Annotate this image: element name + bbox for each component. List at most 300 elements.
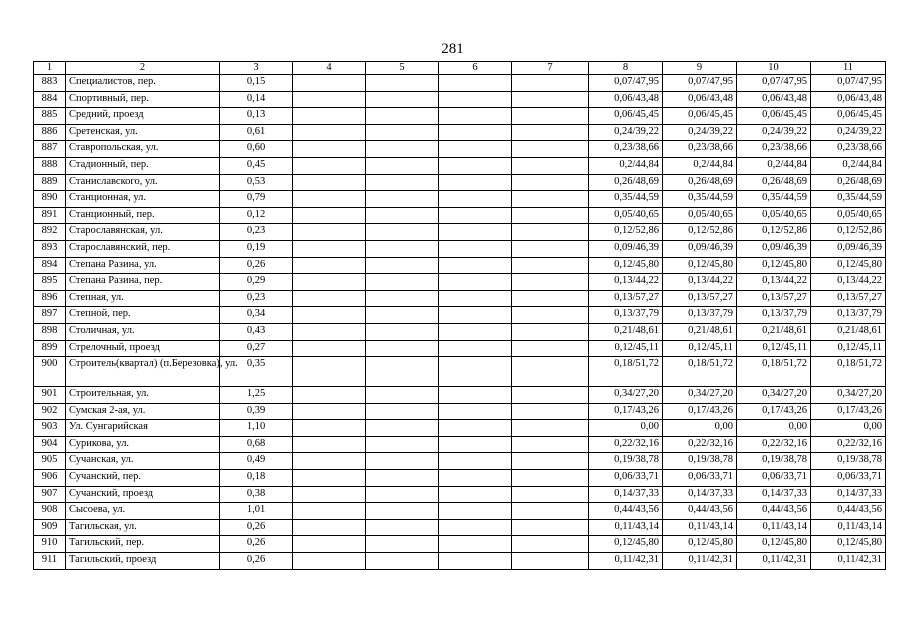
row-number-cell: 883	[34, 75, 66, 92]
row-number-cell: 908	[34, 503, 66, 520]
empty-cell	[366, 486, 439, 503]
empty-cell	[439, 453, 512, 470]
row-number-cell: 891	[34, 207, 66, 224]
empty-cell	[293, 420, 366, 437]
length-cell: 0,53	[220, 174, 293, 191]
value-cell: 0,12/45,80	[737, 536, 811, 553]
value-cell: 0,26/48,69	[663, 174, 737, 191]
empty-cell	[293, 274, 366, 291]
row-number-cell: 899	[34, 340, 66, 357]
value-cell: 0,19/38,78	[589, 453, 663, 470]
header-row	[34, 62, 886, 75]
value-cell: 0,26/48,69	[737, 174, 811, 191]
street-name-cell: Сысоева, ул.	[66, 503, 220, 520]
empty-cell	[439, 357, 512, 387]
empty-cell	[293, 257, 366, 274]
value-cell: 0,11/43,14	[737, 519, 811, 536]
length-cell: 1,01	[220, 503, 293, 520]
empty-cell	[512, 124, 589, 141]
empty-cell	[366, 108, 439, 125]
row-number-cell: 885	[34, 108, 66, 125]
empty-cell	[512, 174, 589, 191]
empty-cell	[439, 519, 512, 536]
empty-cell	[293, 519, 366, 536]
value-cell: 0,06/45,45	[737, 108, 811, 125]
empty-cell	[439, 503, 512, 520]
empty-cell	[293, 486, 366, 503]
table-row	[34, 124, 886, 141]
empty-cell	[293, 323, 366, 340]
empty-cell	[366, 124, 439, 141]
empty-cell	[293, 240, 366, 257]
row-number-cell: 910	[34, 536, 66, 553]
value-cell: 0,35/44,59	[663, 191, 737, 208]
empty-cell	[293, 124, 366, 141]
value-cell: 0,09/46,39	[663, 240, 737, 257]
value-cell: 0,2/44,84	[663, 157, 737, 174]
length-cell: 0,29	[220, 274, 293, 291]
value-cell: 0,34/27,20	[811, 387, 886, 404]
empty-cell	[512, 157, 589, 174]
empty-cell	[512, 91, 589, 108]
table-row	[34, 290, 886, 307]
value-cell: 0,12/52,86	[589, 224, 663, 241]
length-cell: 0,35	[220, 357, 293, 387]
length-cell: 0,23	[220, 224, 293, 241]
value-cell: 0,12/45,11	[811, 340, 886, 357]
empty-cell	[293, 470, 366, 487]
length-cell: 0,18	[220, 470, 293, 487]
row-number-cell: 888	[34, 157, 66, 174]
street-name-cell: Станционный, пер.	[66, 207, 220, 224]
value-cell: 0,24/39,22	[663, 124, 737, 141]
empty-cell	[366, 453, 439, 470]
value-cell: 0,06/33,71	[589, 470, 663, 487]
table-row	[34, 108, 886, 125]
street-name-cell: Специалистов, пер.	[66, 75, 220, 92]
value-cell: 0,12/45,80	[811, 536, 886, 553]
empty-cell	[439, 387, 512, 404]
street-name-cell: Станционная, ул.	[66, 191, 220, 208]
street-name-cell: Сучанский, пер.	[66, 470, 220, 487]
row-number-cell: 894	[34, 257, 66, 274]
empty-cell	[439, 436, 512, 453]
table-row	[34, 503, 886, 520]
empty-cell	[439, 75, 512, 92]
empty-cell	[512, 108, 589, 125]
value-cell: 0,23/38,66	[589, 141, 663, 158]
table-row	[34, 436, 886, 453]
empty-cell	[512, 470, 589, 487]
value-cell: 0,13/37,79	[737, 307, 811, 324]
value-cell: 0,05/40,65	[663, 207, 737, 224]
empty-cell	[439, 553, 512, 570]
value-cell: 0,2/44,84	[737, 157, 811, 174]
row-number-cell: 897	[34, 307, 66, 324]
row-number-cell: 896	[34, 290, 66, 307]
empty-cell	[512, 519, 589, 536]
empty-cell	[512, 290, 589, 307]
length-cell: 0,68	[220, 436, 293, 453]
empty-cell	[366, 553, 439, 570]
empty-cell	[293, 108, 366, 125]
empty-cell	[439, 290, 512, 307]
value-cell: 0,21/48,61	[589, 323, 663, 340]
value-cell: 0,09/46,39	[589, 240, 663, 257]
length-cell: 0,38	[220, 486, 293, 503]
empty-cell	[366, 240, 439, 257]
value-cell: 0,17/43,26	[811, 403, 886, 420]
value-cell: 0,05/40,65	[589, 207, 663, 224]
column-header: 3	[220, 62, 293, 75]
length-cell: 0,26	[220, 553, 293, 570]
value-cell: 0,22/32,16	[589, 436, 663, 453]
row-number-cell: 903	[34, 420, 66, 437]
value-cell: 0,24/39,22	[811, 124, 886, 141]
length-cell: 0,15	[220, 75, 293, 92]
empty-cell	[439, 141, 512, 158]
length-cell: 0,13	[220, 108, 293, 125]
value-cell: 0,12/45,80	[811, 257, 886, 274]
length-cell: 0,45	[220, 157, 293, 174]
value-cell: 0,12/52,86	[811, 224, 886, 241]
table-row	[34, 75, 886, 92]
value-cell: 0,44/43,56	[737, 503, 811, 520]
empty-cell	[439, 224, 512, 241]
value-cell: 0,09/46,39	[737, 240, 811, 257]
value-cell: 0,34/27,20	[663, 387, 737, 404]
street-name-cell: Ставропольская, ул.	[66, 141, 220, 158]
value-cell: 0,12/45,80	[663, 257, 737, 274]
value-cell: 0,13/44,22	[811, 274, 886, 291]
length-cell: 0,26	[220, 536, 293, 553]
empty-cell	[512, 240, 589, 257]
empty-cell	[512, 224, 589, 241]
value-cell: 0,12/45,11	[737, 340, 811, 357]
empty-cell	[366, 141, 439, 158]
column-header: 4	[293, 62, 366, 75]
value-cell: 0,24/39,22	[737, 124, 811, 141]
empty-cell	[293, 207, 366, 224]
value-cell: 0,35/44,59	[589, 191, 663, 208]
value-cell: 0,13/44,22	[737, 274, 811, 291]
length-cell: 0,43	[220, 323, 293, 340]
length-cell: 0,23	[220, 290, 293, 307]
value-cell: 0,18/51,72	[811, 357, 886, 387]
row-number-cell: 904	[34, 436, 66, 453]
empty-cell	[366, 470, 439, 487]
value-cell: 0,24/39,22	[589, 124, 663, 141]
value-cell: 0,14/37,33	[589, 486, 663, 503]
empty-cell	[293, 453, 366, 470]
value-cell: 0,13/44,22	[589, 274, 663, 291]
row-number-cell: 884	[34, 91, 66, 108]
value-cell: 0,06/45,45	[589, 108, 663, 125]
value-cell: 0,06/33,71	[663, 470, 737, 487]
value-cell: 0,19/38,78	[811, 453, 886, 470]
row-number-cell: 900	[34, 357, 66, 387]
value-cell: 0,2/44,84	[811, 157, 886, 174]
column-header: 6	[439, 62, 512, 75]
empty-cell	[512, 486, 589, 503]
row-number-cell: 890	[34, 191, 66, 208]
table-row	[34, 486, 886, 503]
value-cell: 0,11/43,14	[589, 519, 663, 536]
empty-cell	[512, 453, 589, 470]
column-header: 8	[589, 62, 663, 75]
empty-cell	[439, 470, 512, 487]
value-cell: 0,22/32,16	[663, 436, 737, 453]
empty-cell	[366, 536, 439, 553]
value-cell: 0,05/40,65	[811, 207, 886, 224]
empty-cell	[512, 420, 589, 437]
value-cell: 0,17/43,26	[737, 403, 811, 420]
value-cell: 0,06/45,45	[663, 108, 737, 125]
empty-cell	[439, 91, 512, 108]
street-name-cell: Сурикова, ул.	[66, 436, 220, 453]
table-row	[34, 257, 886, 274]
row-number-cell: 893	[34, 240, 66, 257]
value-cell: 0,06/43,48	[589, 91, 663, 108]
data-table	[33, 61, 886, 570]
street-name-cell: Сумская 2-ая, ул.	[66, 403, 220, 420]
empty-cell	[366, 290, 439, 307]
empty-cell	[439, 307, 512, 324]
value-cell: 0,12/45,80	[663, 536, 737, 553]
empty-cell	[366, 91, 439, 108]
empty-cell	[512, 387, 589, 404]
empty-cell	[439, 323, 512, 340]
empty-cell	[366, 340, 439, 357]
empty-cell	[512, 323, 589, 340]
street-name-cell: Спортивный, пер.	[66, 91, 220, 108]
empty-cell	[293, 403, 366, 420]
value-cell: 0,11/42,31	[663, 553, 737, 570]
length-cell: 1,25	[220, 387, 293, 404]
value-cell: 0,23/38,66	[663, 141, 737, 158]
street-name-cell: Тагильский, пер.	[66, 536, 220, 553]
street-name-cell: Ул. Сунгарийская	[66, 420, 220, 437]
table-row	[34, 403, 886, 420]
street-name-cell: Степана Разина, пер.	[66, 274, 220, 291]
empty-cell	[293, 436, 366, 453]
street-name-cell: Тагильская, ул.	[66, 519, 220, 536]
empty-cell	[366, 357, 439, 387]
table-row	[34, 470, 886, 487]
empty-cell	[366, 403, 439, 420]
value-cell: 0,11/43,14	[811, 519, 886, 536]
empty-cell	[293, 307, 366, 324]
empty-cell	[366, 207, 439, 224]
empty-cell	[512, 207, 589, 224]
table-row	[34, 387, 886, 404]
table-row	[34, 157, 886, 174]
length-cell: 0,26	[220, 519, 293, 536]
empty-cell	[293, 503, 366, 520]
empty-cell	[293, 174, 366, 191]
length-cell: 0,60	[220, 141, 293, 158]
empty-cell	[293, 141, 366, 158]
value-cell: 0,00	[589, 420, 663, 437]
row-number-cell: 886	[34, 124, 66, 141]
empty-cell	[366, 224, 439, 241]
street-name-cell: Стадионный, пер.	[66, 157, 220, 174]
empty-cell	[293, 290, 366, 307]
column-header: 9	[663, 62, 737, 75]
empty-cell	[512, 357, 589, 387]
row-number-cell: 898	[34, 323, 66, 340]
table-row	[34, 174, 886, 191]
street-name-cell: Стрелочный, проезд	[66, 340, 220, 357]
value-cell: 0,21/48,61	[811, 323, 886, 340]
table-row	[34, 519, 886, 536]
empty-cell	[439, 124, 512, 141]
empty-cell	[293, 157, 366, 174]
column-header: 1	[34, 62, 66, 75]
value-cell: 0,13/57,27	[663, 290, 737, 307]
street-name-cell: Старославянская, ул.	[66, 224, 220, 241]
table-row	[34, 340, 886, 357]
value-cell: 0,21/48,61	[663, 323, 737, 340]
value-cell: 0,12/52,86	[663, 224, 737, 241]
street-name-cell: Столичная, ул.	[66, 323, 220, 340]
empty-cell	[366, 519, 439, 536]
value-cell: 0,23/38,66	[737, 141, 811, 158]
empty-cell	[366, 307, 439, 324]
empty-cell	[512, 307, 589, 324]
table-row	[34, 224, 886, 241]
table-row	[34, 91, 886, 108]
empty-cell	[512, 536, 589, 553]
table-row	[34, 420, 886, 437]
length-cell: 0,19	[220, 240, 293, 257]
table-row	[34, 240, 886, 257]
value-cell: 0,21/48,61	[737, 323, 811, 340]
value-cell: 0,11/42,31	[811, 553, 886, 570]
length-cell: 0,26	[220, 257, 293, 274]
table-row	[34, 323, 886, 340]
row-number-cell: 889	[34, 174, 66, 191]
length-cell: 0,12	[220, 207, 293, 224]
empty-cell	[366, 257, 439, 274]
empty-cell	[293, 75, 366, 92]
value-cell: 0,00	[663, 420, 737, 437]
empty-cell	[366, 274, 439, 291]
table-row	[34, 141, 886, 158]
value-cell: 0,11/42,31	[737, 553, 811, 570]
value-cell: 0,22/32,16	[737, 436, 811, 453]
empty-cell	[512, 553, 589, 570]
column-header: 11	[811, 62, 886, 75]
empty-cell	[512, 257, 589, 274]
table-row	[34, 553, 886, 570]
value-cell: 0,35/44,59	[811, 191, 886, 208]
value-cell: 0,12/45,11	[589, 340, 663, 357]
empty-cell	[439, 257, 512, 274]
row-number-cell: 892	[34, 224, 66, 241]
value-cell: 0,13/37,79	[663, 307, 737, 324]
value-cell: 0,06/33,71	[811, 470, 886, 487]
empty-cell	[293, 224, 366, 241]
row-number-cell: 902	[34, 403, 66, 420]
value-cell: 0,18/51,72	[589, 357, 663, 387]
street-name-cell: Степная, ул.	[66, 290, 220, 307]
row-number-cell: 905	[34, 453, 66, 470]
value-cell: 0,13/37,79	[811, 307, 886, 324]
empty-cell	[512, 274, 589, 291]
value-cell: 0,12/45,11	[663, 340, 737, 357]
empty-cell	[366, 323, 439, 340]
value-cell: 0,44/43,56	[663, 503, 737, 520]
value-cell: 0,26/48,69	[589, 174, 663, 191]
length-cell: 1,10	[220, 420, 293, 437]
value-cell: 0,26/48,69	[811, 174, 886, 191]
column-header: 10	[737, 62, 811, 75]
value-cell: 0,07/47,95	[663, 75, 737, 92]
street-name-cell: Сучанская, ул.	[66, 453, 220, 470]
value-cell: 0,06/33,71	[737, 470, 811, 487]
empty-cell	[293, 387, 366, 404]
empty-cell	[293, 340, 366, 357]
value-cell: 0,06/45,45	[811, 108, 886, 125]
length-cell: 0,14	[220, 91, 293, 108]
value-cell: 0,13/37,79	[589, 307, 663, 324]
street-name-cell: Степной, пер.	[66, 307, 220, 324]
empty-cell	[439, 340, 512, 357]
value-cell: 0,17/43,26	[663, 403, 737, 420]
value-cell: 0,34/27,20	[589, 387, 663, 404]
value-cell: 0,13/57,27	[737, 290, 811, 307]
page-number: 281	[441, 41, 464, 57]
column-header: 2	[66, 62, 220, 75]
value-cell: 0,18/51,72	[663, 357, 737, 387]
street-name-cell: Степана Разина, ул.	[66, 257, 220, 274]
empty-cell	[512, 340, 589, 357]
empty-cell	[439, 157, 512, 174]
length-cell: 0,39	[220, 403, 293, 420]
empty-cell	[512, 191, 589, 208]
length-cell: 0,79	[220, 191, 293, 208]
empty-cell	[439, 174, 512, 191]
row-number-cell: 909	[34, 519, 66, 536]
empty-cell	[366, 503, 439, 520]
empty-cell	[439, 191, 512, 208]
empty-cell	[293, 191, 366, 208]
empty-cell	[512, 403, 589, 420]
length-cell: 0,49	[220, 453, 293, 470]
empty-cell	[439, 240, 512, 257]
empty-cell	[366, 174, 439, 191]
table-row	[34, 207, 886, 224]
value-cell: 0,23/38,66	[811, 141, 886, 158]
empty-cell	[366, 191, 439, 208]
empty-cell	[439, 403, 512, 420]
street-name-cell: Строитель(квартал) (п.Березовка), ул.	[66, 357, 220, 387]
value-cell: 0,17/43,26	[589, 403, 663, 420]
value-cell: 0,09/46,39	[811, 240, 886, 257]
empty-cell	[512, 141, 589, 158]
value-cell: 0,06/43,48	[663, 91, 737, 108]
table-row	[34, 191, 886, 208]
table-row	[34, 453, 886, 470]
value-cell: 0,14/37,33	[811, 486, 886, 503]
value-cell: 0,11/42,31	[589, 553, 663, 570]
street-name-cell: Сучанский, проезд	[66, 486, 220, 503]
row-number-cell: 906	[34, 470, 66, 487]
empty-cell	[366, 420, 439, 437]
value-cell: 0,06/43,48	[737, 91, 811, 108]
value-cell: 0,12/45,80	[589, 536, 663, 553]
